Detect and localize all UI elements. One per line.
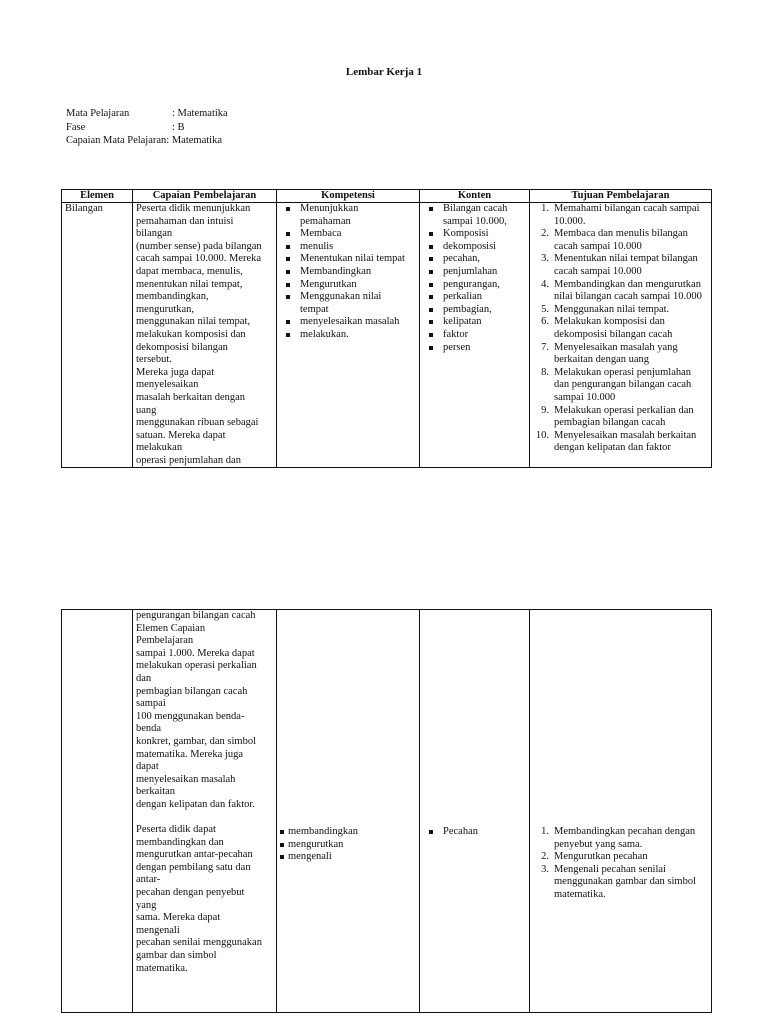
text-line: membandingkan, bbox=[136, 291, 209, 303]
text-line: pecahan dengan penyebut bbox=[136, 887, 245, 899]
elemen-text: Bilangan bbox=[65, 203, 103, 214]
meta-label-subject: Mata Pelajaran bbox=[66, 108, 130, 119]
list-item bbox=[533, 279, 708, 304]
cell-konten bbox=[420, 203, 530, 468]
list-number: 8. bbox=[541, 366, 549, 378]
text-line: berkaitan bbox=[136, 786, 176, 798]
text-line: dekomposisi bilangan bbox=[136, 341, 228, 353]
tujuan-list bbox=[533, 826, 708, 902]
text-line: membandingkan dan bbox=[136, 836, 224, 848]
text-line: dapat bbox=[136, 761, 159, 773]
list-item bbox=[533, 203, 708, 228]
text-line: Mereka juga dapat bbox=[136, 366, 215, 378]
list-item bbox=[533, 826, 708, 851]
list-item: Menunjukkan bbox=[280, 203, 416, 216]
text-line: dan bbox=[136, 672, 152, 684]
table-header-row bbox=[62, 190, 712, 203]
text-line: menyelesaikan masalah bbox=[136, 773, 236, 785]
list-number: 2. bbox=[541, 228, 549, 240]
capaian-text-fractions bbox=[136, 824, 273, 975]
list-item: Menentukan nilai tempat bbox=[280, 253, 416, 266]
list-item: perkalian bbox=[423, 291, 526, 304]
text-line: pembagian bilangan cacah bbox=[136, 685, 248, 697]
konten-list bbox=[423, 826, 526, 839]
text-line: tersebut. bbox=[136, 354, 172, 366]
list-number: 1. bbox=[541, 203, 549, 214]
cell-capaian bbox=[133, 203, 277, 468]
cell-tujuan bbox=[530, 610, 712, 1013]
text-line: gambar dan simbol bbox=[136, 950, 217, 962]
kompetensi-list bbox=[280, 203, 416, 342]
list-text: Menentukan nilai tempat bilangan cacah sampai 10.000 bbox=[554, 253, 698, 277]
list-item: pemahaman bbox=[300, 215, 351, 227]
text-line: matematika. bbox=[136, 962, 188, 974]
header-elemen: Elemen bbox=[62, 190, 133, 203]
list-item: pembagian, bbox=[423, 304, 526, 317]
meta-label-phase: Fase bbox=[66, 121, 86, 133]
list-text: Melakukan operasi perkalian dan pembagian bilangan cacah bbox=[554, 404, 694, 429]
list-item: sampai 10.000, bbox=[443, 215, 507, 227]
list-item: membandingkan bbox=[280, 826, 416, 839]
text-line: sama. Mereka dapat bbox=[136, 912, 221, 924]
page-title: Lembar Kerja 1 bbox=[345, 66, 423, 78]
list-item: Menggunakan nilai bbox=[280, 291, 416, 304]
text-line: pecahan senilai menggunakan bbox=[136, 937, 262, 949]
list-text: Membaca dan menulis bilangan cacah sampai 10.000 bbox=[554, 228, 688, 252]
list-number: 6. bbox=[541, 316, 549, 328]
list-item: persen bbox=[423, 342, 526, 355]
text-line: mengurutkan, bbox=[136, 303, 195, 315]
list-number: 1. bbox=[541, 826, 549, 837]
text-line: melakukan bbox=[136, 442, 183, 454]
list-item: Membaca bbox=[280, 228, 416, 241]
header-kompetensi: Kompetensi bbox=[277, 190, 420, 203]
tujuan-list bbox=[533, 203, 708, 455]
text-line: dapat membaca, menulis, bbox=[136, 265, 243, 277]
list-item bbox=[533, 316, 708, 341]
text-line: masalah berkaitan dengan bbox=[136, 391, 246, 403]
text-line: konkret, gambar, dan simbol bbox=[136, 735, 257, 747]
list-text: Memahami bilangan cacah sampai 10.000. bbox=[554, 203, 700, 227]
list-number: 4. bbox=[541, 278, 549, 290]
list-item bbox=[533, 864, 708, 902]
cell-konten bbox=[420, 610, 530, 1013]
list-text: Mengenali pecahan senilai menggunakan gambar dan simbol matematika. bbox=[554, 863, 697, 900]
text-line: pengurangan bilangan cacah bbox=[136, 610, 256, 621]
cell-kompetensi bbox=[277, 203, 420, 468]
text-line: sampai bbox=[136, 698, 166, 710]
header-konten: Konten bbox=[420, 190, 530, 203]
text-line: menggunakan nilai tempat, bbox=[136, 316, 251, 328]
cell-tujuan bbox=[530, 203, 712, 468]
text-line: (number sense) pada bilangan bbox=[136, 240, 262, 252]
text-line: menentukan nilai tempat, bbox=[136, 278, 243, 290]
meta-value-phase: : B bbox=[172, 121, 185, 133]
list-text: Menggunakan nilai tempat. bbox=[554, 303, 670, 315]
list-text: Menyelesaikan masalah berkaitan dengan kelipatan dan faktor bbox=[554, 429, 697, 454]
list-item: pecahan, bbox=[423, 253, 526, 266]
meta-row-phase bbox=[66, 122, 228, 136]
text-line: Peserta didik menunjukkan bbox=[136, 203, 251, 214]
list-item: tempat bbox=[300, 303, 329, 315]
text-line: bilangan bbox=[136, 228, 173, 240]
text-line: pemahaman dan intuisi bbox=[136, 215, 234, 227]
list-item: Mengurutkan bbox=[280, 279, 416, 292]
curriculum-table-continued bbox=[61, 609, 712, 1013]
capaian-text bbox=[136, 203, 273, 467]
header-capaian: Capaian Pembelajaran bbox=[133, 190, 277, 203]
cell-kompetensi bbox=[277, 610, 420, 1013]
list-item: Bilangan cacah bbox=[423, 203, 526, 216]
text-line: yang bbox=[136, 899, 157, 911]
list-item: Pecahan bbox=[423, 826, 526, 839]
text-line: melakukan komposisi dan bbox=[136, 328, 246, 340]
text-line: benda bbox=[136, 723, 162, 735]
table-row bbox=[62, 610, 712, 1013]
text-line: dengan kelipatan dan faktor. bbox=[136, 798, 255, 810]
list-item bbox=[533, 253, 708, 278]
curriculum-table bbox=[61, 189, 712, 468]
list-item: menyelesaikan masalah bbox=[280, 316, 416, 329]
list-number: 9. bbox=[541, 404, 549, 416]
list-item: Komposisi bbox=[423, 228, 526, 241]
text-line: matematika. Mereka juga bbox=[136, 748, 243, 760]
list-item bbox=[533, 228, 708, 253]
paragraph-gap bbox=[136, 812, 273, 825]
list-item bbox=[533, 367, 708, 405]
text-line: satuan. Mereka dapat bbox=[136, 429, 226, 441]
list-item: pengurangan, bbox=[423, 279, 526, 292]
meta-value-outcome: : Matematika bbox=[166, 135, 222, 146]
cell-capaian bbox=[133, 610, 277, 1013]
text-line: menggunakan ribuan sebagai bbox=[136, 417, 259, 429]
konten-list bbox=[423, 203, 526, 354]
text-line: Peserta didik dapat bbox=[136, 824, 216, 836]
text-line: operasi penjumlahan dan bbox=[136, 454, 241, 466]
meta-value-subject: : Matematika bbox=[172, 108, 228, 119]
list-item: Membandingkan bbox=[280, 266, 416, 279]
meta-row-outcome bbox=[66, 135, 228, 149]
text-line: 100 menggunakan benda- bbox=[136, 710, 245, 722]
text-line: mengurutkan antar-pecahan bbox=[136, 849, 253, 861]
list-number: 2. bbox=[541, 851, 549, 863]
text-line: sampai 1.000. Mereka dapat bbox=[136, 647, 255, 659]
list-item: mengenali bbox=[280, 851, 416, 864]
text-line: cacah sampai 10.000. Mereka bbox=[136, 253, 262, 265]
text-line: uang bbox=[136, 404, 157, 416]
list-number: 10. bbox=[535, 429, 549, 441]
list-item: dekomposisi bbox=[423, 241, 526, 254]
list-text: Melakukan komposisi dan dekomposisi bilangan cacah bbox=[554, 316, 673, 340]
list-text: Membandingkan dan mengurutkan nilai bilangan cacah sampai 10.000 bbox=[554, 278, 702, 303]
meta-label-outcome: Capaian Mata Pelajaran bbox=[66, 135, 167, 146]
text-line: menyelesaikan bbox=[136, 379, 199, 391]
list-item bbox=[533, 405, 708, 430]
text-line: melakukan operasi perkalian bbox=[136, 660, 257, 672]
list-item: penjumlahan bbox=[423, 266, 526, 279]
list-item: mengurutkan bbox=[280, 839, 416, 852]
list-item: kelipatan bbox=[423, 316, 526, 329]
table-row bbox=[62, 203, 712, 468]
list-number: 3. bbox=[541, 253, 549, 265]
list-item: melakukan. bbox=[280, 329, 416, 342]
list-number: 5. bbox=[541, 303, 549, 315]
text-line: Pembelajaran bbox=[136, 635, 194, 647]
text-line: mengenali bbox=[136, 924, 180, 936]
list-item: faktor bbox=[423, 329, 526, 342]
header-tujuan: Tujuan Pembelajaran bbox=[530, 190, 712, 203]
text-line: dengan pembilang satu dan bbox=[136, 861, 251, 873]
list-item bbox=[533, 851, 708, 864]
list-item bbox=[533, 342, 708, 367]
capaian-text-continued bbox=[136, 610, 273, 812]
list-text: Melakukan operasi penjumlahan dan pengurangan bilangan cacah sampai 10.000 bbox=[554, 366, 692, 403]
subject-info bbox=[66, 108, 228, 149]
list-text: Mengurutkan pecahan bbox=[554, 851, 648, 863]
list-item bbox=[533, 430, 708, 455]
cell-elemen bbox=[62, 203, 133, 468]
list-number: 3. bbox=[541, 863, 549, 875]
text-line: antar- bbox=[136, 874, 161, 886]
list-text: Menyelesaikan masalah yang berkaitan dengan uang bbox=[554, 341, 678, 366]
list-item: menulis bbox=[280, 241, 416, 254]
cell-elemen bbox=[62, 610, 133, 1013]
list-text: Membandingkan pecahan dengan penyebut yang sama. bbox=[554, 826, 696, 850]
meta-row-subject bbox=[66, 108, 228, 122]
list-number: 7. bbox=[541, 341, 549, 353]
list-item bbox=[533, 304, 708, 317]
text-line: Elemen Capaian bbox=[136, 622, 206, 634]
kompetensi-list bbox=[280, 826, 416, 864]
